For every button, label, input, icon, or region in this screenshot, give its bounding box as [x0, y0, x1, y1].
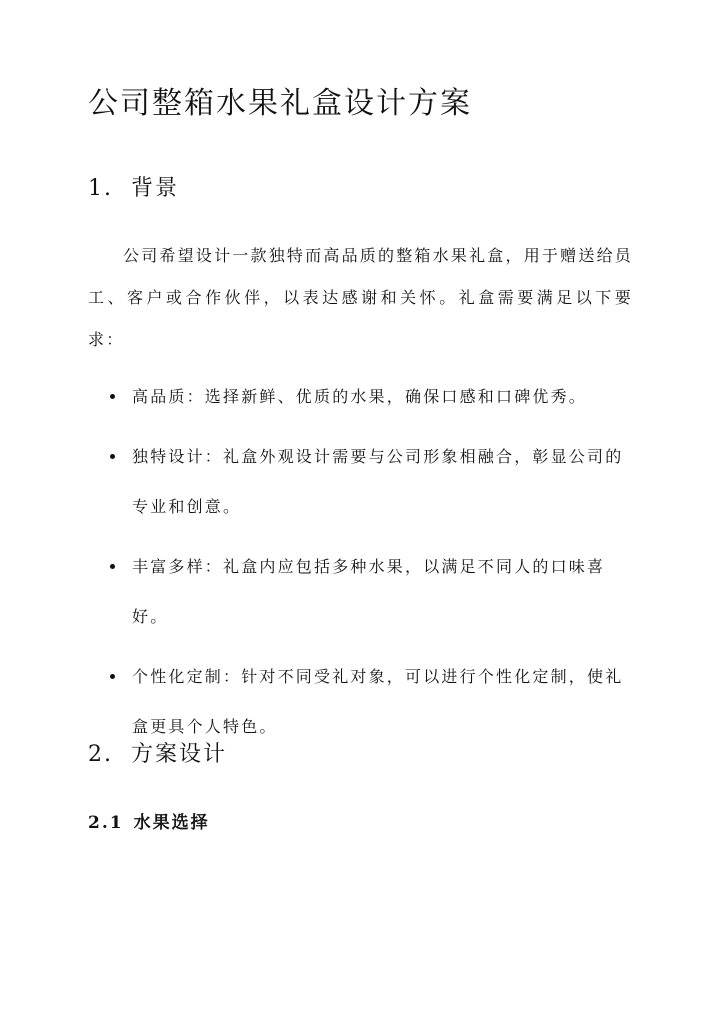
requirements-list	[88, 372, 633, 762]
list-item-text: 独特设计：礼盒外观设计需要与公司形象相融合，彰显公司的专业和创意。	[132, 447, 624, 516]
list-item-text: 高品质：选择新鲜、优质的水果，确保口感和口碑优秀。	[132, 387, 588, 406]
subsection-title: 水果选择	[133, 813, 210, 833]
subsection-heading-fruit-selection	[88, 810, 210, 836]
section-number: 1.	[88, 176, 113, 201]
section-number: 2.	[88, 742, 113, 767]
section-title: 背景	[131, 176, 180, 201]
bullet-dot-icon	[110, 454, 115, 459]
section-title: 方案设计	[131, 742, 228, 767]
document-title: 公司整箱水果礼盒设计方案	[88, 86, 472, 121]
list-item	[88, 432, 633, 532]
section-heading-design	[88, 740, 227, 770]
list-item	[88, 542, 633, 642]
list-item	[88, 652, 633, 752]
bullet-dot-icon	[110, 674, 115, 679]
section-heading-background	[88, 174, 179, 204]
bullet-dot-icon	[110, 564, 115, 569]
subsection-number: 2.1	[88, 813, 124, 833]
list-item	[88, 372, 633, 422]
bullet-dot-icon	[110, 394, 115, 399]
list-item-text: 丰富多样：礼盒内应包括多种水果，以满足不同人的口味喜好。	[132, 557, 606, 626]
background-paragraph: 公司希望设计一款独特而高品质的整箱水果礼盒，用于赠送给员工、客户或合作伙伴，以表达感谢和关怀。礼盒需要满足以下要求：	[88, 246, 633, 349]
list-item-text: 个性化定制：针对不同受礼对象，可以进行个性化定制，使礼盒更具个人特色。	[132, 667, 624, 736]
